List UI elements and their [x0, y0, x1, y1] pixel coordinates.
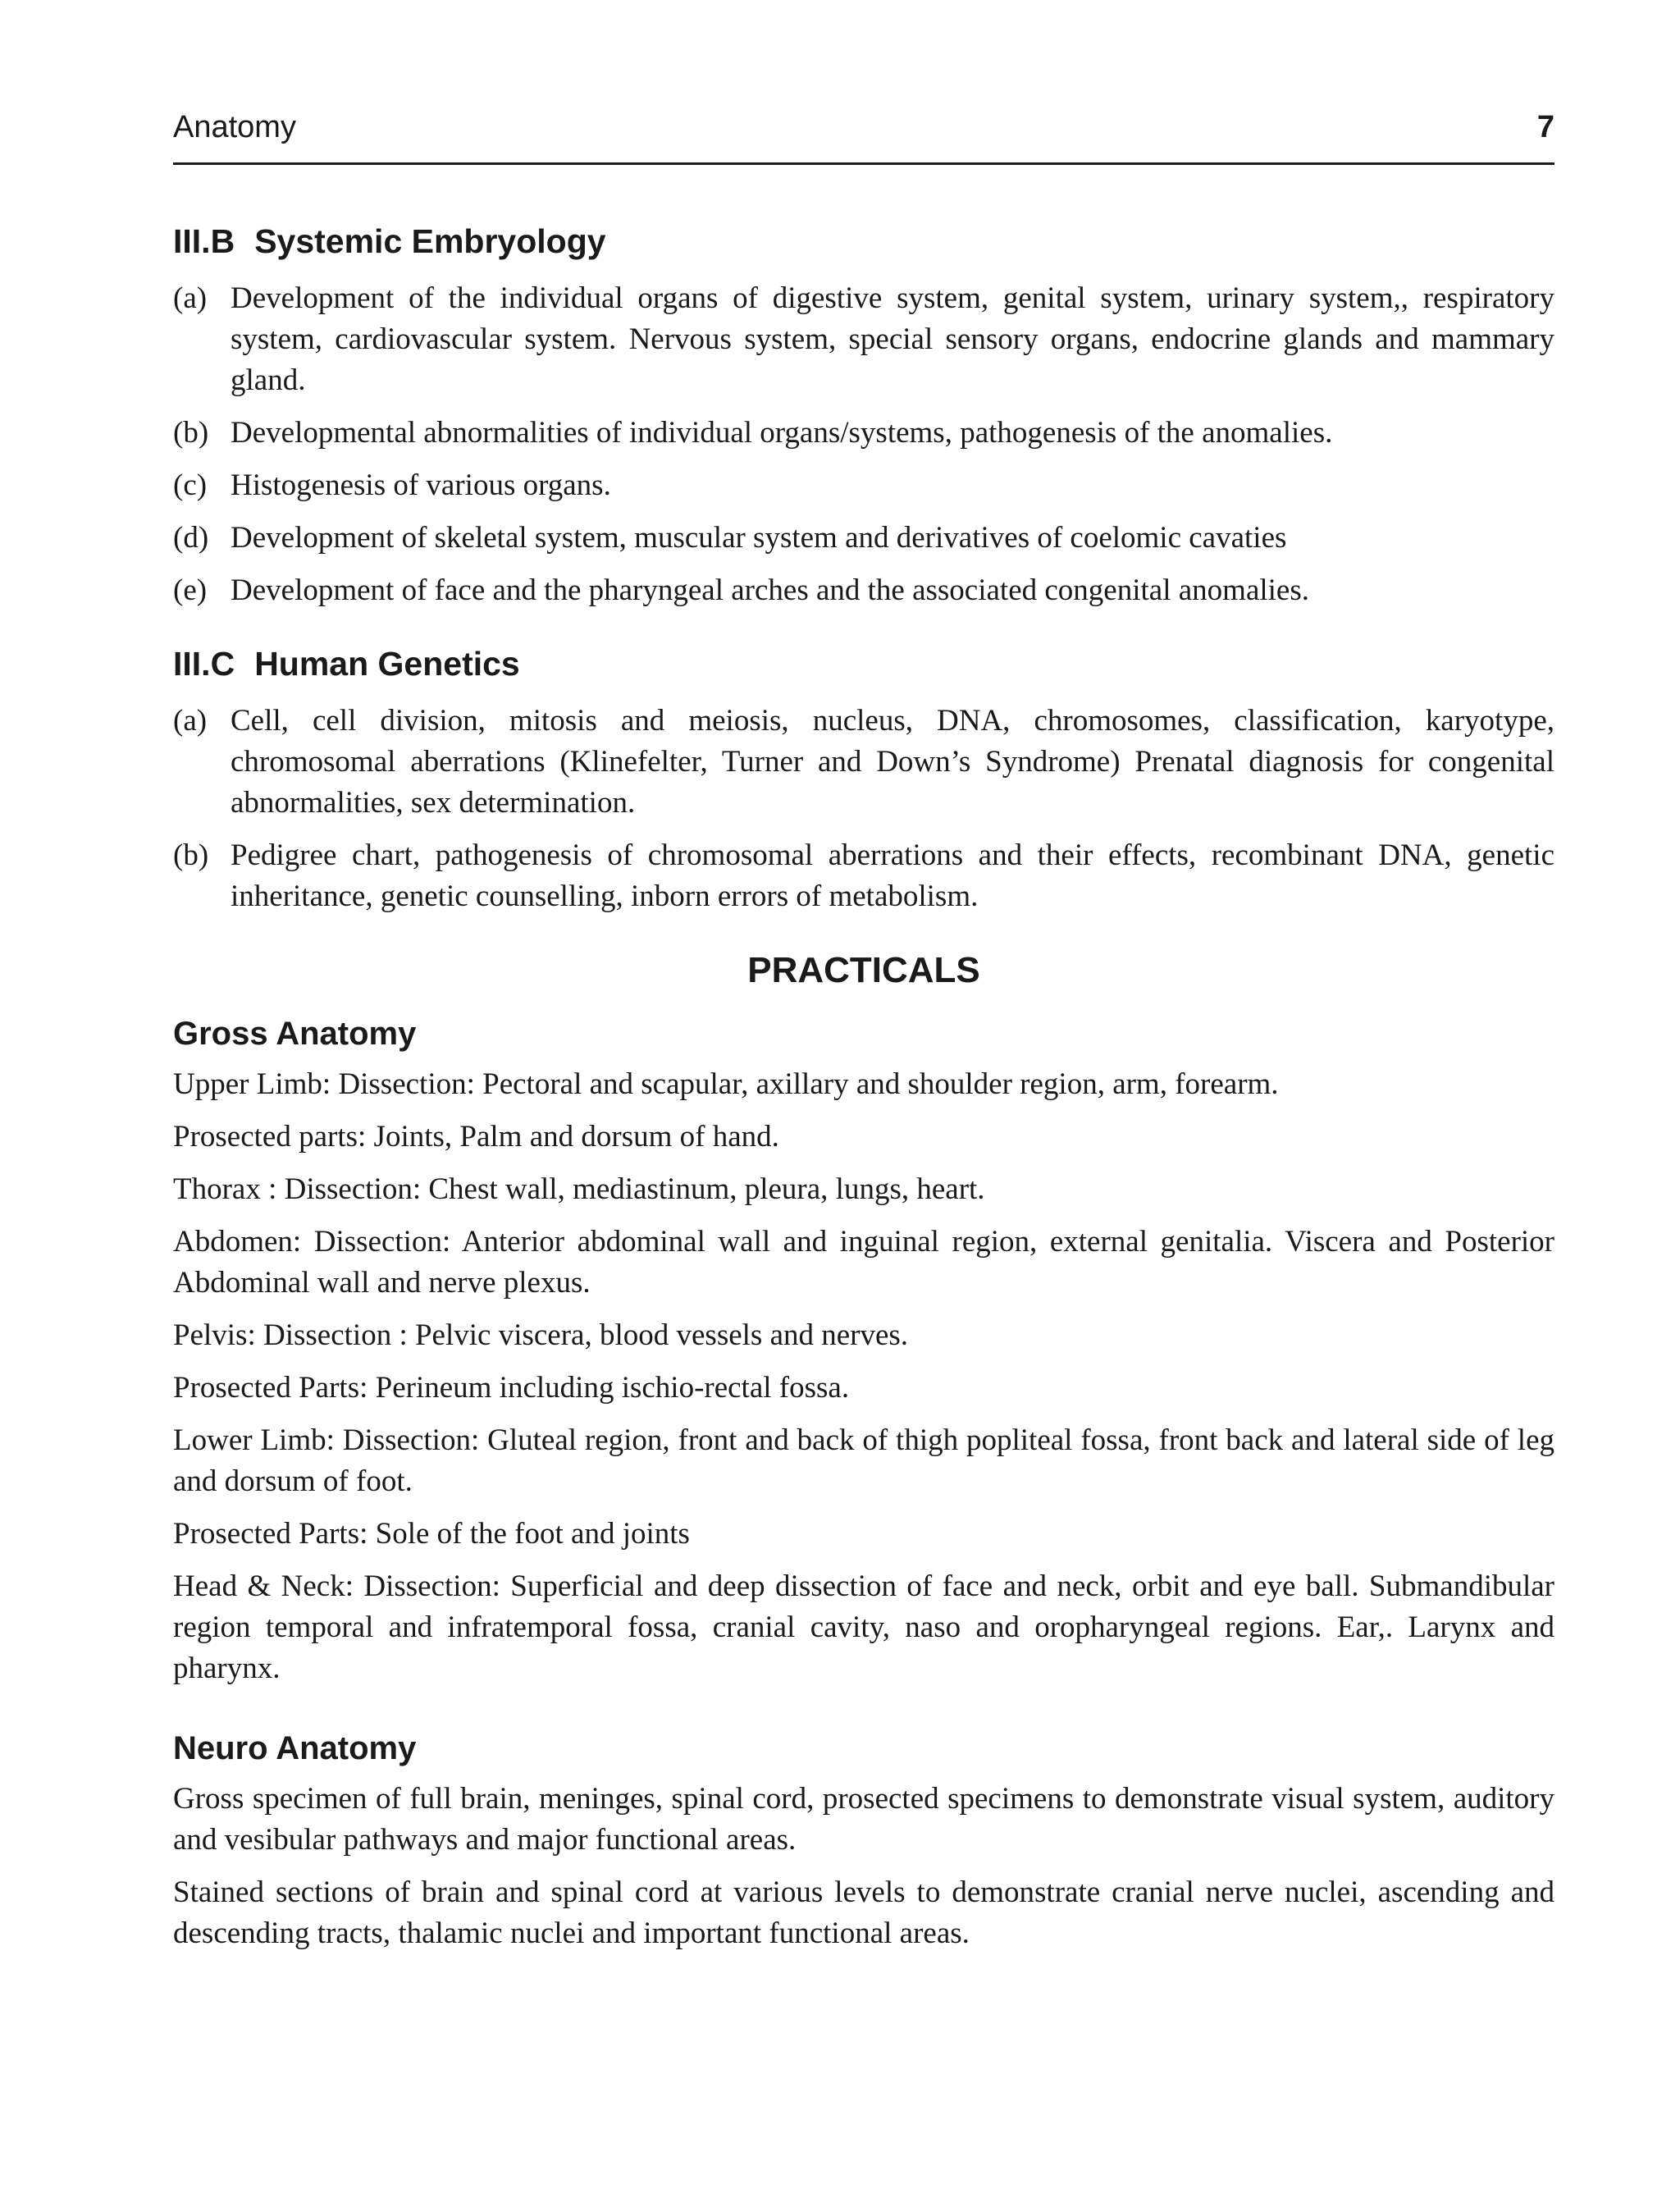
list-item-marker: (a) [173, 704, 208, 738]
list-item-marker: (d) [173, 521, 209, 555]
paragraph: Stained sections of brain and spinal cord at various levels to demonstrate cranial nerve nuclei, ascending and descending tracts, thalamic nuclei and important functional areas. [173, 1875, 1554, 1951]
list-item-marker: (a) [173, 281, 208, 316]
running-header [173, 107, 1554, 165]
list-item-text: Cell, cell division, mitosis and meiosis, nucleus, DNA, chromosomes, classification, karyotype, chromosomal aberrations (Klinefelter, Turner and Down’s Syndrome) Prenatal diagnosis for congenital abnormalities, sex determination. [231, 704, 1554, 820]
spacer [173, 1701, 1554, 1722]
list-item [173, 413, 1554, 454]
practicals-heading: PRACTICALS [747, 950, 980, 991]
list-item-text: Pedigree chart, pathogenesis of chromosomal aberrations and their effects, recombinant DNA, genetic inheritance, genetic counselling, inborn errors of metabolism. [231, 838, 1554, 914]
page-number: 7 [1536, 110, 1554, 144]
list-item [173, 465, 1554, 506]
neuro-anatomy-heading: Neuro Anatomy [173, 1730, 417, 1767]
list-item-marker: (b) [173, 838, 209, 873]
list-item-text: Developmental abnormalities of individual organs/systems, pathogenesis of the anomalies. [231, 416, 1333, 450]
list-item-text: Development of skeletal system, muscular system and derivatives of coelomic cavaties [231, 521, 1287, 555]
page-content [173, 222, 1554, 1966]
section-title: Human Genetics [254, 645, 520, 683]
paragraph: Prosected parts: Joints, Palm and dorsum of hand. [173, 1120, 779, 1154]
list-item-marker: (c) [173, 468, 208, 503]
human-genetics-list [173, 701, 1554, 917]
paragraph: Head & Neck: Dissection: Superficial and deep dissection of face and neck, orbit and eye ball. Submandibular region temporal and infratemporal fossa, cranial cavity, naso and oropharyngeal regions. Ear,. Larynx and pharynx. [173, 1569, 1554, 1686]
paragraph: Abdomen: Dissection: Anterior abdominal wall and inguinal region, external genitalia. Viscera and Posterior Abdominal wall and nerve plexus. [173, 1225, 1554, 1300]
paragraph: Gross specimen of full brain, meninges, spinal cord, prosected specimens to demonstrate visual system, auditory and vesibular pathways and major functional areas. [173, 1782, 1554, 1857]
paragraph: Upper Limb: Dissection: Pectoral and scapular, axillary and shoulder region, arm, forearm. [173, 1067, 1279, 1102]
section-number: III.B [173, 222, 235, 260]
list-item-marker: (e) [173, 573, 208, 608]
list-item-text: Development of the individual organs of digestive system, genital system, urinary system,, respiratory system, cardiovascular system. Nervous system, special sensory organs, endocrine glands and mammary gland. [231, 281, 1554, 398]
systemic-embryology-list [173, 278, 1554, 611]
list-item [173, 518, 1554, 559]
list-item-text: Development of face and the pharyngeal arches and the associated congenital anomalies. [231, 573, 1309, 608]
paragraph: Pelvis: Dissection : Pelvic viscera, blood vessels and nerves. [173, 1318, 909, 1353]
list-item-marker: (b) [173, 416, 209, 450]
list-item-text: Histogenesis of various organs. [231, 468, 611, 503]
list-item [173, 701, 1554, 824]
section-title: Systemic Embryology [254, 222, 606, 260]
list-item [173, 278, 1554, 401]
gross-anatomy-heading: Gross Anatomy [173, 1016, 417, 1053]
list-item [173, 570, 1554, 611]
running-head-subject: Anatomy [173, 110, 296, 144]
section-heading-human-genetics [173, 644, 1554, 684]
section-heading-systemic-embryology [173, 222, 1554, 262]
paragraph: Prosected Parts: Sole of the foot and joints [173, 1517, 690, 1551]
paragraph: Lower Limb: Dissection: Gluteal region, front and back of thigh popliteal fossa, front back and lateral side of leg and dorsum of foot. [173, 1423, 1554, 1499]
section-number: III.C [173, 645, 235, 683]
paragraph: Prosected Parts: Perineum including ischio-rectal fossa. [173, 1371, 850, 1405]
list-item [173, 835, 1554, 917]
paragraph: Thorax : Dissection: Chest wall, mediastinum, pleura, lungs, heart. [173, 1172, 985, 1207]
